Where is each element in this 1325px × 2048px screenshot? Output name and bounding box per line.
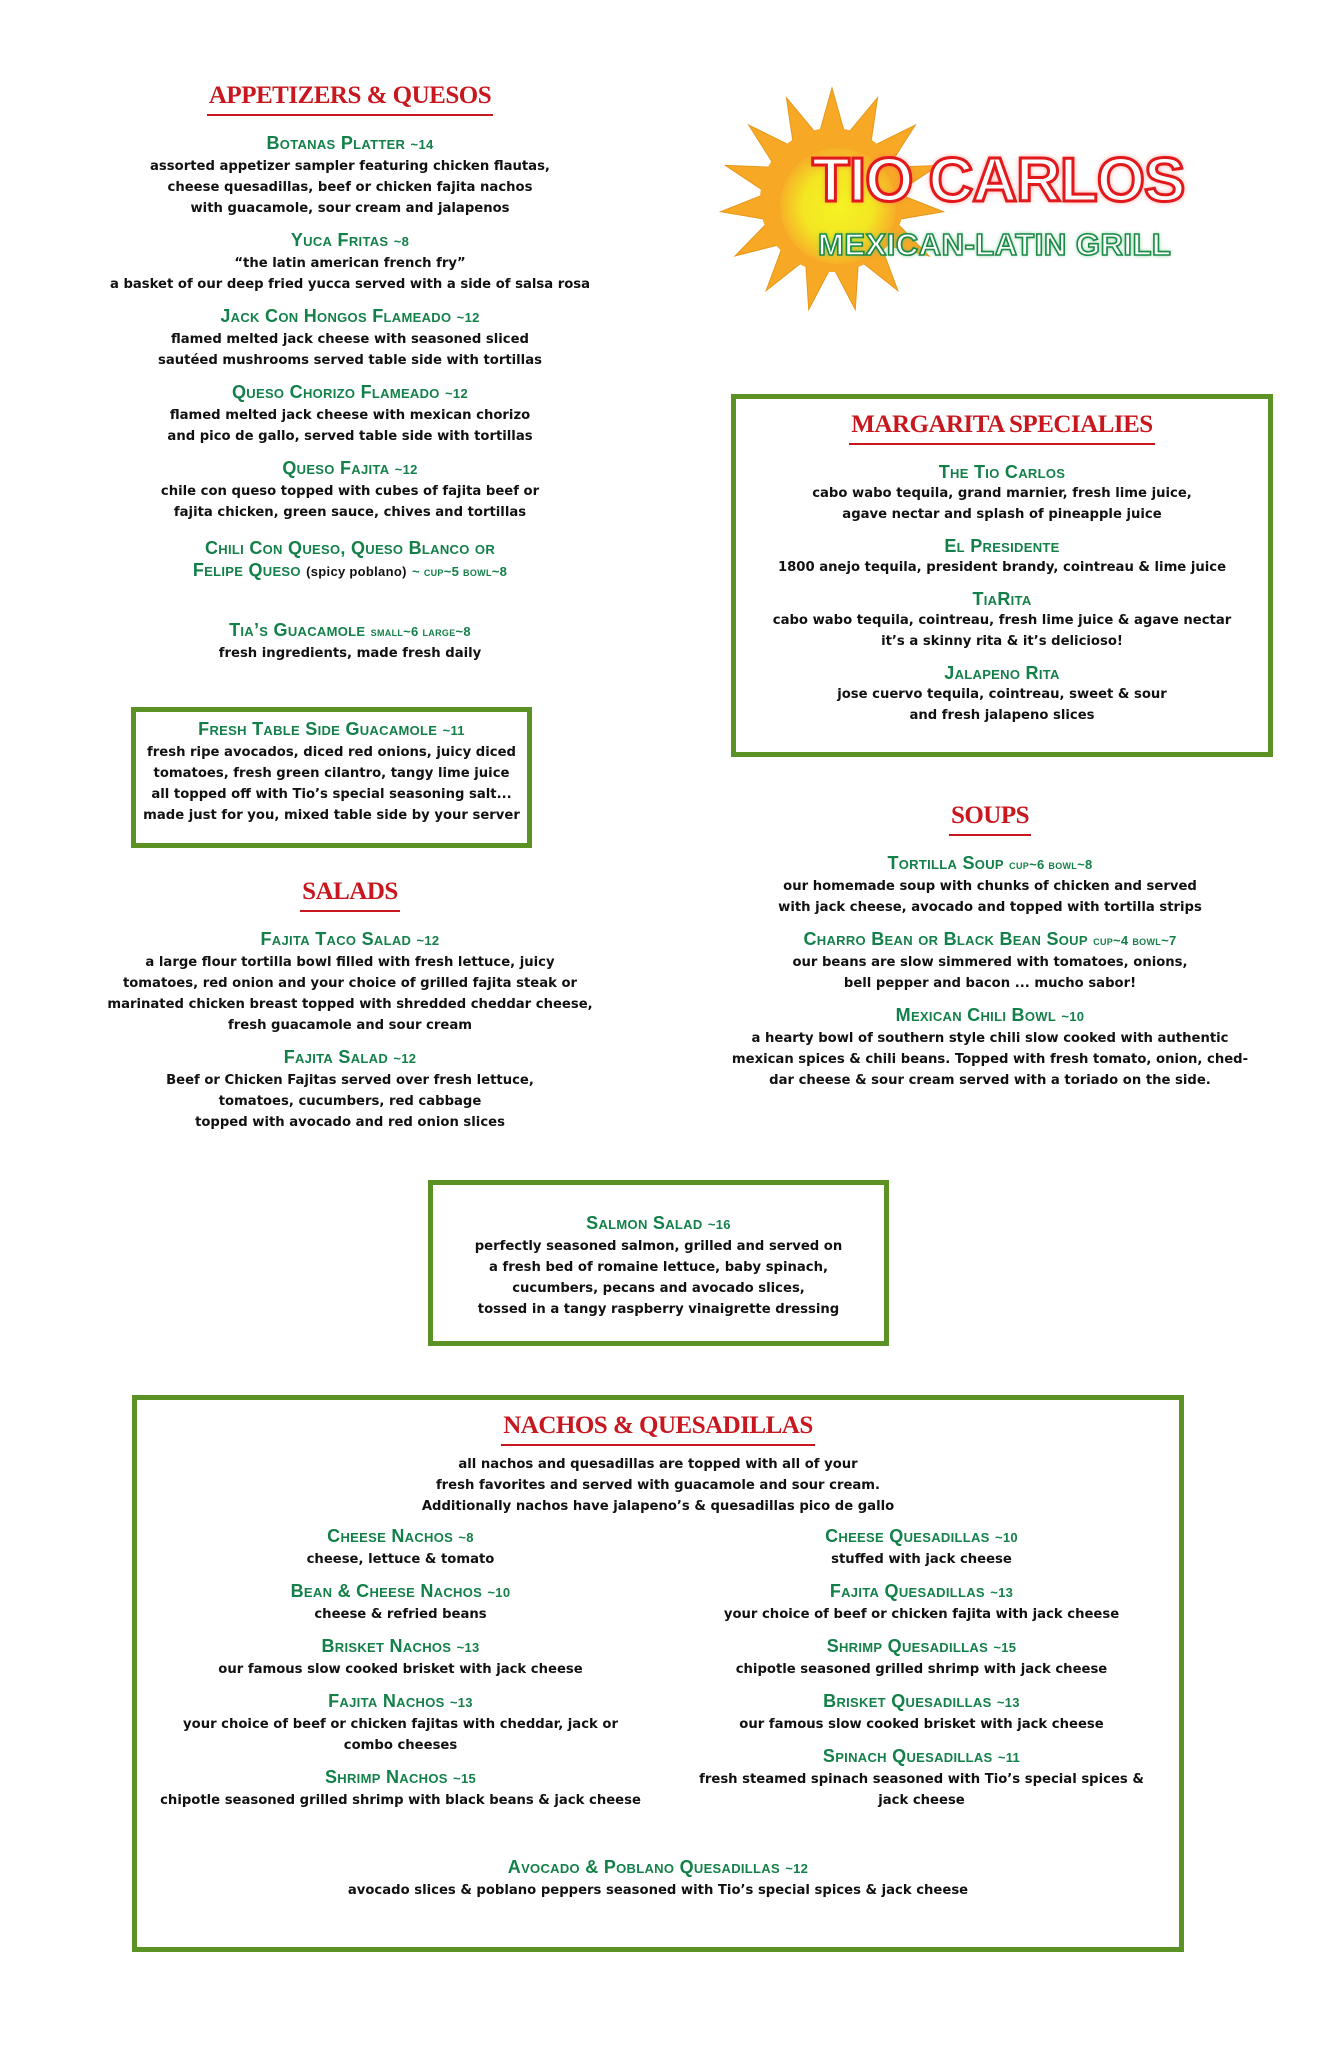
item-desc-line: tomatoes, red onion and your choice of grilled fajita steak or — [122, 976, 578, 991]
menu-item — [664, 1580, 1179, 1625]
item-desc-line: cheese, lettuce & tomato — [306, 1552, 495, 1567]
item-price: ~13 — [990, 1585, 1014, 1600]
item-name: Tortilla Soup — [887, 853, 1004, 873]
menu-item — [664, 1745, 1179, 1811]
item-name: Salmon Salad — [586, 1213, 703, 1233]
item-desc-line: your choice of beef or chicken fajita with jack cheese — [723, 1607, 1120, 1622]
item-name: Avocado & Poblano Quesadillas — [507, 1857, 780, 1877]
item-name: Tia’s Guacamole — [229, 620, 366, 640]
item-desc-line: fajita chicken, green sauce, chives and tortillas — [173, 505, 527, 520]
menu-item — [90, 305, 610, 371]
restaurant-logo — [712, 80, 1232, 320]
logo-title: TIO CARLOS — [812, 146, 1185, 215]
item-desc-line: our famous slow cooked brisket with jack cheese — [218, 1662, 583, 1677]
item-desc-line: avocado slices & poblano peppers seasoned with Tio’s special spices & jack cheese — [347, 1883, 969, 1898]
item-price: ~15 — [993, 1640, 1017, 1655]
item-name: Spinach Quesadillas — [822, 1746, 993, 1766]
item-name: Yuca Fritas — [290, 230, 389, 250]
item-desc-line: fresh ripe avocados, diced red onions, juicy diced — [147, 745, 516, 760]
item-name: The Tio Carlos — [938, 462, 1066, 482]
item-desc-line: jack cheese — [878, 1793, 965, 1808]
item-name: Fajita Nachos — [328, 1691, 445, 1711]
menu-item — [137, 1525, 664, 1570]
section-intro-line: all nachos and quesadillas are topped with all of your — [458, 1457, 858, 1472]
item-desc-line: cabo wabo tequila, grand marnier, fresh lime juice, — [812, 486, 1192, 501]
item-price: cup~6 bowl~8 — [1009, 857, 1093, 872]
menu-item — [720, 852, 1260, 918]
menu-item — [664, 1690, 1179, 1735]
menu-item-guacamole — [90, 619, 610, 664]
item-desc-line: a basket of our deep fried yucca served with a side of salsa rosa — [109, 277, 591, 292]
item-desc-line: your choice of beef or chicken fajitas with cheddar, jack or — [183, 1717, 618, 1732]
item-name: Charro Bean or Black Bean Soup — [803, 929, 1088, 949]
item-price: ~15 — [453, 1771, 476, 1786]
item-desc-line: tomatoes, fresh green cilantro, tangy lime juice — [153, 766, 510, 781]
featured-quesadilla — [137, 1856, 1179, 1901]
item-desc-line: bell pepper and bacon ... mucho sabor! — [843, 976, 1137, 991]
drink-item — [736, 461, 1268, 525]
section-title-salads: SALADS — [300, 878, 400, 912]
menu-item — [90, 457, 610, 523]
item-price: ~14 — [410, 137, 434, 152]
item-name: Fajita Taco Salad — [260, 929, 412, 949]
item-price: ~12 — [393, 1051, 417, 1066]
item-desc-line: 1800 anejo tequila, president brandy, cointreau & lime juice — [777, 560, 1227, 575]
section-title-margaritas: MARGARITA SPECIALIES — [849, 411, 1154, 445]
item-desc-line: with jack cheese, avocado and topped with tortilla strips — [778, 900, 1202, 915]
menu-item — [664, 1635, 1179, 1680]
menu-item — [137, 1635, 664, 1680]
item-name: Botanas Platter — [266, 133, 406, 153]
menu-item — [90, 229, 610, 295]
drink-item — [736, 535, 1268, 578]
section-title-appetizers: APPETIZERS & QUESOS — [207, 82, 493, 116]
soups-section — [720, 802, 1260, 1101]
item-desc-line: cheese & refried beans — [314, 1607, 487, 1622]
item-price: ~12 — [785, 1861, 809, 1876]
item-name: Cheese Quesadillas — [825, 1526, 990, 1546]
item-price: ~10 — [994, 1530, 1018, 1545]
item-name: Bean & Cheese Nachos — [290, 1581, 483, 1601]
item-name: Mexican Chili Bowl — [895, 1005, 1057, 1025]
item-desc-line: Beef or Chicken Fajitas served over fresh lettuce, — [166, 1073, 534, 1088]
item-desc-line: mexican spices & chili beans. Topped with fresh tomato, onion, ched- — [731, 1052, 1249, 1067]
item-desc-line: marinated chicken breast topped with shredded cheddar cheese, — [107, 997, 593, 1012]
item-price: ~13 — [996, 1695, 1020, 1710]
item-desc-line: our beans are slow simmered with tomatoes, onions, — [792, 955, 1188, 970]
menu-item — [720, 928, 1260, 994]
item-desc-line: stuffed with jack cheese — [831, 1552, 1012, 1567]
item-desc-line: tossed in a tangy raspberry vinaigrette dressing — [477, 1302, 840, 1317]
margarita-specials-box — [731, 394, 1273, 757]
item-price: ~12 — [456, 310, 480, 325]
item-price: ~ cup~5 bowl~8 — [412, 564, 508, 579]
nachos-quesadillas-box — [132, 1395, 1184, 1952]
item-desc-line: dar cheese & sour cream served with a toriado on the side. — [769, 1073, 1211, 1088]
item-price: ~12 — [445, 386, 468, 401]
menu-item — [80, 1046, 620, 1133]
appetizers-section — [90, 82, 610, 674]
menu-item — [90, 132, 610, 219]
item-desc-line: it’s a skinny rita & it’s delicioso! — [881, 634, 1123, 649]
item-name: Brisket Quesadillas — [823, 1691, 992, 1711]
item-price: ~8 — [458, 1530, 474, 1545]
item-price: ~11 — [442, 723, 465, 738]
item-name: Fajita Quesadillas — [829, 1581, 985, 1601]
item-desc-line: cheese quesadillas, beef or chicken fajita nachos — [167, 180, 533, 195]
item-price: ~16 — [707, 1217, 731, 1232]
section-title-nachos-quesadillas: NACHOS & QUESADILLAS — [501, 1412, 815, 1446]
item-price: ~10 — [1061, 1009, 1085, 1024]
item-desc-line: sautéed mushrooms served table side with tortillas — [158, 353, 542, 368]
table-side-guacamole-box — [131, 707, 532, 848]
item-desc-line: a fresh bed of romaine lettuce, baby spinach, — [488, 1260, 829, 1275]
salads-section — [80, 878, 620, 1143]
item-name: Queso Chorizo Flameado — [232, 382, 440, 402]
item-desc-line: flamed melted jack cheese with mexican chorizo — [169, 408, 531, 423]
item-desc-line: “the latin american french fry” — [234, 256, 466, 271]
item-desc-line: chipotle seasoned grilled shrimp with jack cheese — [735, 1662, 1108, 1677]
item-price: cup~4 bowl~7 — [1093, 933, 1177, 948]
item-desc-line: fresh steamed spinach seasoned with Tio’s special spices & — [699, 1772, 1144, 1787]
drink-item — [736, 662, 1268, 726]
item-desc-line: a hearty bowl of southern style chili slow cooked with authentic — [751, 1031, 1229, 1046]
menu-item — [137, 1766, 664, 1811]
item-name: Brisket Nachos — [321, 1636, 452, 1656]
menu-item — [90, 381, 610, 447]
item-name: Shrimp Quesadillas — [826, 1636, 989, 1656]
item-desc-line: chile con queso topped with cubes of fajita beef or — [160, 484, 540, 499]
item-name: Fajita Salad — [283, 1047, 389, 1067]
item-price: ~13 — [456, 1640, 480, 1655]
item-name: Felipe Queso — [192, 560, 301, 580]
item-price: ~8 — [393, 234, 410, 249]
logo-subtitle: MEXICAN-LATIN GRILL — [818, 227, 1172, 262]
item-price: ~12 — [394, 462, 418, 477]
menu-item — [664, 1525, 1179, 1570]
item-price: ~10 — [487, 1585, 511, 1600]
section-title-soups: SOUPS — [949, 802, 1031, 836]
item-desc-line: jose cuervo tequila, cointreau, sweet & sour — [837, 687, 1167, 702]
menu-item — [720, 1004, 1260, 1091]
item-name: Chili Con Queso, Queso Blanco or — [204, 538, 496, 558]
menu-item — [137, 1690, 664, 1756]
item-desc-line: and pico de gallo, served table side with tortillas — [167, 429, 533, 444]
menu-item — [80, 928, 620, 1036]
item-price: ~12 — [416, 933, 440, 948]
item-name: El Presidente — [944, 536, 1060, 556]
item-note: (spicy poblano) — [306, 564, 407, 579]
item-desc-line: a large flour tortilla bowl filled with fresh lettuce, juicy — [145, 955, 555, 970]
item-price: ~11 — [997, 1750, 1021, 1765]
item-desc-line: chipotle seasoned grilled shrimp with black beans & jack cheese — [160, 1793, 641, 1808]
item-desc-line: and fresh jalapeno slices — [909, 708, 1095, 723]
section-intro-line: Additionally nachos have jalapeno’s & quesadillas pico de gallo — [421, 1499, 895, 1514]
item-desc-line: cabo wabo tequila, cointreau, fresh lime juice & agave nectar — [772, 613, 1232, 628]
item-desc-line: cucumbers, pecans and avocado slices, — [512, 1281, 805, 1296]
item-desc-line: our homemade soup with chunks of chicken and served — [783, 879, 1197, 894]
item-desc-line: topped with avocado and red onion slices — [195, 1115, 505, 1130]
item-name: Fresh Table Side Guacamole — [198, 719, 438, 739]
item-desc-line: fresh ingredients, made fresh daily — [218, 646, 482, 661]
item-desc-line: flamed melted jack cheese with seasoned sliced — [171, 332, 529, 347]
menu-item-chili-queso — [90, 537, 610, 583]
item-name: Jalapeno Rita — [944, 663, 1060, 683]
item-desc-line: with guacamole, sour cream and jalapenos — [190, 201, 510, 216]
item-name: Cheese Nachos — [327, 1526, 454, 1546]
item-price: ~13 — [449, 1695, 473, 1710]
item-name: TiaRita — [972, 589, 1032, 609]
item-desc-line: combo cheeses — [343, 1738, 458, 1753]
section-intro-line: fresh favorites and served with guacamole and sour cream. — [435, 1478, 881, 1493]
item-desc-line: perfectly seasoned salmon, grilled and served on — [474, 1239, 843, 1254]
menu-item — [137, 1580, 664, 1625]
item-desc-line: made just for you, mixed table side by your server — [143, 808, 520, 823]
salmon-salad-box — [428, 1180, 889, 1346]
item-desc-line: our famous slow cooked brisket with jack cheese — [739, 1717, 1104, 1732]
item-name: Shrimp Nachos — [324, 1767, 448, 1787]
item-desc-line: tomatoes, cucumbers, red cabbage — [218, 1094, 482, 1109]
quesadillas-column — [664, 1525, 1179, 1821]
nachos-column — [137, 1525, 664, 1821]
item-desc-line: fresh guacamole and sour cream — [228, 1018, 472, 1033]
item-name: Jack Con Hongos Flameado — [220, 306, 452, 326]
item-price: small~6 large~8 — [370, 624, 471, 639]
drink-item — [736, 588, 1268, 652]
item-desc-line: assorted appetizer sampler featuring chicken flautas, — [150, 159, 550, 174]
item-name: Queso Fajita — [282, 458, 390, 478]
item-desc-line: agave nectar and splash of pineapple juice — [842, 507, 1162, 522]
item-desc-line: all topped off with Tio’s special seasoning salt... — [151, 787, 512, 802]
